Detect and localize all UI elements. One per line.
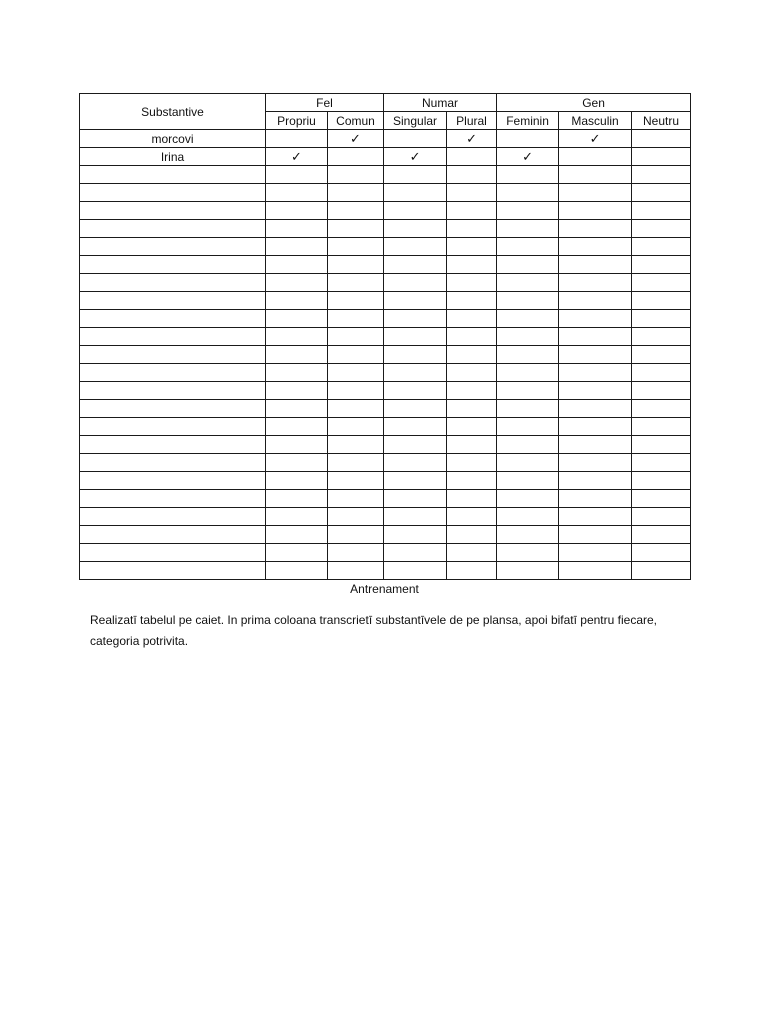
- instructions-text: Realizatī tabelul pe caiet. In prima coloana transcrietī substantīvele de pe plansa, apoi bifatī pentru fiecare, categoria potrivita.: [90, 613, 657, 648]
- noun-cell: [80, 166, 266, 184]
- category-cell: [266, 292, 328, 310]
- noun-classification-table: [79, 93, 691, 580]
- category-cell: [497, 508, 559, 526]
- category-cell: [497, 184, 559, 202]
- category-cell: [328, 346, 384, 364]
- category-cell: [447, 148, 497, 166]
- category-cell: [266, 382, 328, 400]
- category-cell: [266, 310, 328, 328]
- category-cell: [384, 130, 447, 148]
- category-cell: [559, 274, 632, 292]
- category-cell: [632, 310, 691, 328]
- category-cell: [559, 220, 632, 238]
- category-cell: [559, 562, 632, 580]
- noun-cell: [80, 202, 266, 220]
- category-cell: [447, 256, 497, 274]
- category-cell: [266, 184, 328, 202]
- category-cell: [632, 130, 691, 148]
- noun-cell: [80, 184, 266, 202]
- checkmark-icon: ✓: [466, 130, 477, 146]
- category-cell: [384, 472, 447, 490]
- category-cell: [632, 238, 691, 256]
- subheader-feminin: Feminin: [497, 112, 559, 130]
- category-cell: [632, 202, 691, 220]
- table-row: [80, 148, 691, 166]
- category-cell: [328, 382, 384, 400]
- noun-cell: [80, 382, 266, 400]
- category-cell: [497, 454, 559, 472]
- noun-cell: [80, 544, 266, 562]
- category-cell: [632, 472, 691, 490]
- noun-cell: [80, 310, 266, 328]
- category-cell: [447, 508, 497, 526]
- category-cell: [384, 364, 447, 382]
- category-cell: [497, 166, 559, 184]
- category-cell: [328, 292, 384, 310]
- category-cell: [447, 166, 497, 184]
- category-cell: [266, 274, 328, 292]
- category-cell: [447, 490, 497, 508]
- category-cell: [497, 418, 559, 436]
- category-cell: [632, 454, 691, 472]
- category-cell: [384, 292, 447, 310]
- category-cell: [447, 202, 497, 220]
- category-cell: [447, 238, 497, 256]
- header-substantive: Substantive: [80, 94, 266, 130]
- category-cell: [266, 346, 328, 364]
- category-cell: [632, 220, 691, 238]
- category-cell: [632, 508, 691, 526]
- category-cell: [632, 274, 691, 292]
- noun-cell: [80, 220, 266, 238]
- category-cell: [266, 418, 328, 436]
- category-cell: [632, 256, 691, 274]
- noun-cell: [80, 256, 266, 274]
- noun-cell: Irina: [80, 148, 266, 166]
- checkmark-icon: ✓: [291, 148, 302, 164]
- category-cell: [266, 148, 328, 166]
- category-cell: [447, 292, 497, 310]
- category-cell: [447, 472, 497, 490]
- category-cell: [559, 490, 632, 508]
- empty-table-row: [80, 526, 691, 544]
- category-cell: [384, 220, 447, 238]
- category-cell: [497, 472, 559, 490]
- category-cell: [497, 238, 559, 256]
- category-cell: [328, 472, 384, 490]
- category-cell: [266, 202, 328, 220]
- category-cell: [266, 220, 328, 238]
- category-cell: [328, 310, 384, 328]
- category-cell: [559, 328, 632, 346]
- category-cell: [632, 382, 691, 400]
- empty-table-row: [80, 256, 691, 274]
- category-cell: [559, 148, 632, 166]
- noun-cell: [80, 562, 266, 580]
- category-cell: [632, 364, 691, 382]
- noun-cell: [80, 508, 266, 526]
- category-cell: [447, 184, 497, 202]
- category-cell: [632, 490, 691, 508]
- empty-table-row: [80, 490, 691, 508]
- table-row: [80, 130, 691, 148]
- category-cell: [447, 346, 497, 364]
- category-cell: [559, 454, 632, 472]
- category-cell: [384, 508, 447, 526]
- category-cell: [384, 400, 447, 418]
- subheader-masculin: Masculin: [559, 112, 632, 130]
- category-cell: [559, 526, 632, 544]
- empty-table-row: [80, 220, 691, 238]
- category-cell: [384, 562, 447, 580]
- empty-table-row: [80, 274, 691, 292]
- category-cell: [328, 328, 384, 346]
- empty-table-row: [80, 508, 691, 526]
- checkmark-icon: ✓: [409, 148, 421, 164]
- category-cell: [266, 544, 328, 562]
- category-cell: [559, 544, 632, 562]
- empty-table-row: [80, 292, 691, 310]
- category-cell: [559, 472, 632, 490]
- subheader-plural: Plural: [447, 112, 497, 130]
- category-cell: [266, 166, 328, 184]
- empty-table-row: [80, 238, 691, 256]
- category-cell: [497, 202, 559, 220]
- empty-table-row: [80, 436, 691, 454]
- category-cell: [266, 454, 328, 472]
- category-cell: [328, 562, 384, 580]
- category-cell: [266, 238, 328, 256]
- category-cell: [328, 364, 384, 382]
- header-group-numar: Numar: [384, 94, 497, 112]
- empty-table-row: [80, 364, 691, 382]
- category-cell: [559, 418, 632, 436]
- subheader-comun: Comun: [328, 112, 384, 130]
- noun-cell: [80, 364, 266, 382]
- noun-cell: [80, 526, 266, 544]
- category-cell: [328, 256, 384, 274]
- category-cell: [559, 166, 632, 184]
- category-cell: [328, 544, 384, 562]
- noun-cell: [80, 328, 266, 346]
- category-cell: [497, 526, 559, 544]
- category-cell: [266, 400, 328, 418]
- category-cell: [266, 364, 328, 382]
- category-cell: [632, 292, 691, 310]
- category-cell: [447, 130, 497, 148]
- category-cell: [497, 310, 559, 328]
- category-cell: [559, 346, 632, 364]
- category-cell: [632, 184, 691, 202]
- category-cell: [497, 544, 559, 562]
- category-cell: [328, 184, 384, 202]
- category-cell: [447, 400, 497, 418]
- category-cell: [497, 274, 559, 292]
- category-cell: [384, 256, 447, 274]
- category-cell: [632, 418, 691, 436]
- category-cell: [384, 418, 447, 436]
- category-cell: [384, 544, 447, 562]
- empty-table-row: [80, 346, 691, 364]
- noun-cell: morcovi: [80, 130, 266, 148]
- category-cell: [328, 148, 384, 166]
- category-cell: [447, 382, 497, 400]
- subheader-propriu: Propriu: [266, 112, 328, 130]
- category-cell: [384, 184, 447, 202]
- empty-table-row: [80, 184, 691, 202]
- empty-table-row: [80, 544, 691, 562]
- category-cell: [497, 328, 559, 346]
- category-cell: [384, 202, 447, 220]
- category-cell: [632, 148, 691, 166]
- category-cell: [328, 418, 384, 436]
- category-cell: [384, 166, 447, 184]
- noun-cell: [80, 274, 266, 292]
- category-cell: [632, 562, 691, 580]
- category-cell: [559, 238, 632, 256]
- checkmark-icon: ✓: [522, 148, 533, 164]
- category-cell: [632, 436, 691, 454]
- category-cell: [328, 400, 384, 418]
- category-cell: [328, 490, 384, 508]
- category-cell: [328, 454, 384, 472]
- category-cell: [328, 508, 384, 526]
- category-cell: [328, 436, 384, 454]
- category-cell: [632, 328, 691, 346]
- noun-cell: [80, 418, 266, 436]
- category-cell: [266, 130, 328, 148]
- category-cell: [447, 418, 497, 436]
- noun-cell: [80, 490, 266, 508]
- category-cell: [447, 454, 497, 472]
- category-cell: [266, 436, 328, 454]
- category-cell: [266, 508, 328, 526]
- empty-table-row: [80, 418, 691, 436]
- category-cell: [384, 526, 447, 544]
- noun-cell: [80, 238, 266, 256]
- category-cell: [447, 544, 497, 562]
- category-cell: [447, 364, 497, 382]
- category-cell: [559, 436, 632, 454]
- category-cell: [384, 346, 447, 364]
- category-cell: [384, 310, 447, 328]
- category-cell: [328, 526, 384, 544]
- empty-table-row: [80, 382, 691, 400]
- category-cell: [559, 400, 632, 418]
- category-cell: [384, 382, 447, 400]
- category-cell: [266, 562, 328, 580]
- subheader-neutru: Neutru: [632, 112, 691, 130]
- empty-table-row: [80, 454, 691, 472]
- category-cell: [384, 454, 447, 472]
- category-cell: [384, 436, 447, 454]
- header-group-fel: Fel: [266, 94, 384, 112]
- category-cell: [497, 148, 559, 166]
- category-cell: [497, 562, 559, 580]
- category-cell: [447, 220, 497, 238]
- header-group-gen: Gen: [497, 94, 691, 112]
- category-cell: [384, 274, 447, 292]
- category-cell: [497, 490, 559, 508]
- category-cell: [559, 364, 632, 382]
- category-cell: [559, 130, 632, 148]
- empty-table-row: [80, 166, 691, 184]
- category-cell: [447, 436, 497, 454]
- category-cell: [328, 220, 384, 238]
- category-cell: [447, 310, 497, 328]
- category-cell: [497, 436, 559, 454]
- category-cell: [447, 526, 497, 544]
- category-cell: [497, 130, 559, 148]
- category-cell: [328, 166, 384, 184]
- category-cell: [384, 148, 447, 166]
- category-cell: [559, 256, 632, 274]
- noun-cell: [80, 454, 266, 472]
- category-cell: [328, 274, 384, 292]
- category-cell: [266, 490, 328, 508]
- category-cell: [384, 328, 447, 346]
- category-cell: [328, 130, 384, 148]
- noun-cell: [80, 346, 266, 364]
- category-cell: [559, 184, 632, 202]
- empty-table-row: [80, 310, 691, 328]
- empty-table-row: [80, 328, 691, 346]
- category-cell: [497, 364, 559, 382]
- category-cell: [559, 382, 632, 400]
- category-cell: [559, 508, 632, 526]
- category-cell: [497, 382, 559, 400]
- category-cell: [559, 310, 632, 328]
- empty-table-row: [80, 202, 691, 220]
- category-cell: [447, 328, 497, 346]
- category-cell: [384, 238, 447, 256]
- category-cell: [497, 292, 559, 310]
- category-cell: [447, 562, 497, 580]
- category-cell: [328, 238, 384, 256]
- category-cell: [632, 526, 691, 544]
- empty-table-row: [80, 472, 691, 490]
- empty-table-row: [80, 400, 691, 418]
- category-cell: [384, 490, 447, 508]
- noun-cell: [80, 436, 266, 454]
- empty-table-row: [80, 562, 691, 580]
- category-cell: [266, 472, 328, 490]
- noun-cell: [80, 472, 266, 490]
- checkmark-icon: ✓: [350, 130, 361, 146]
- category-cell: [266, 256, 328, 274]
- category-cell: [447, 274, 497, 292]
- category-cell: [266, 328, 328, 346]
- category-cell: [559, 292, 632, 310]
- category-cell: [328, 202, 384, 220]
- noun-cell: [80, 400, 266, 418]
- category-cell: [632, 544, 691, 562]
- category-cell: [497, 400, 559, 418]
- category-cell: [497, 256, 559, 274]
- noun-cell: [80, 292, 266, 310]
- table-caption: Antrenament: [350, 582, 419, 596]
- checkmark-icon: ✓: [589, 130, 601, 146]
- category-cell: [632, 166, 691, 184]
- table-body: [80, 130, 691, 580]
- category-cell: [559, 202, 632, 220]
- category-cell: [632, 346, 691, 364]
- subheader-singular: Singular: [384, 112, 447, 130]
- category-cell: [632, 400, 691, 418]
- category-cell: [497, 220, 559, 238]
- category-cell: [497, 346, 559, 364]
- category-cell: [266, 526, 328, 544]
